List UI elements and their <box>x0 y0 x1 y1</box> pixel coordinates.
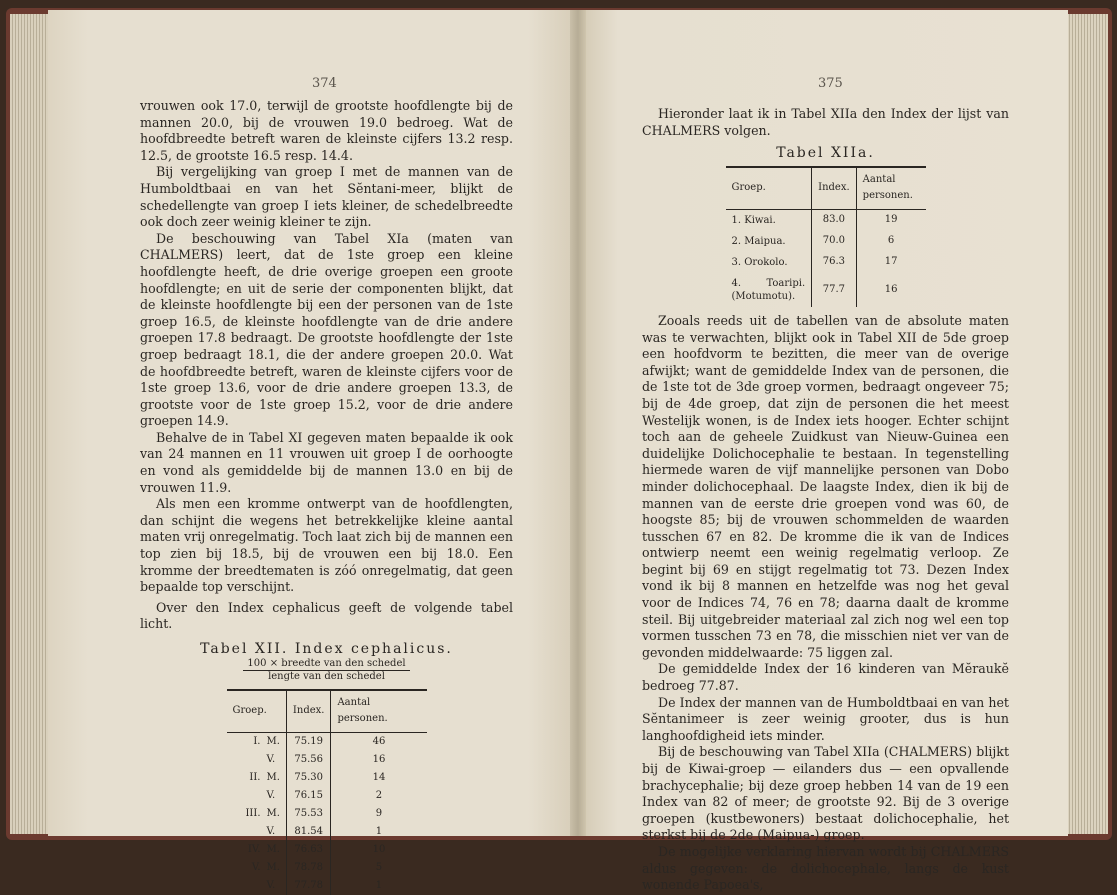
page-number-left: 374 <box>312 76 337 91</box>
sex-label: V. <box>266 753 276 765</box>
right-paragraph-4: Bij de beschouwing van Tabel XIIa (CHALMERS) blijkt bij de Kiwai-groep — eilanders dus — een opvallende brachycephalie; bij deze groep hebben 14 van de 19 een Index van 82 of meer; de grootste 92. Bij de 3 overige groepen (kustbewoners) bestaat dolichocephalie, het sterkst bij de 2de (Maipua-) groep. <box>642 744 1009 843</box>
count-cell: 1 <box>331 823 427 841</box>
group-cell: 3. Orokolo. <box>731 256 788 268</box>
count-cell: 19 <box>856 209 925 231</box>
table-xiia-title: Tabel XIIa. <box>776 145 875 162</box>
group-cell: 1. Kiwai. <box>731 214 776 226</box>
group-label: III. <box>245 807 261 819</box>
group-label: IV. <box>247 843 261 855</box>
table-row <box>227 841 427 859</box>
group-label: I. <box>253 735 261 747</box>
page-edges-left <box>10 14 50 834</box>
sex-label: V. <box>266 879 276 891</box>
table-row <box>227 751 427 769</box>
table-xii-body <box>227 732 427 895</box>
right-paragraph-2: De gemiddelde Index der 16 kinderen van Mĕraukĕ bedroeg 77.87. <box>642 661 1009 694</box>
table-row <box>227 732 427 751</box>
sex-label: M. <box>266 735 280 747</box>
group-cell <box>227 841 287 859</box>
table-row <box>726 209 926 231</box>
count-cell: 5 <box>331 859 427 877</box>
right-paragraph-5: De mogelijke verklaring hiervan wordt bij CHALMERS aldus gegeven: de dolichocephale, langs de kust wonende Papoea's, <box>642 843 1009 893</box>
table-row <box>227 805 427 823</box>
table-row <box>726 231 926 252</box>
count-cell: 46 <box>331 732 427 751</box>
table-row <box>227 787 427 805</box>
left-paragraph-3: De beschouwing van Tabel XIa (maten van CHALMERS) leert, dat de 1ste groep een kleine hoofdlengte heeft, de drie overige groepen een groote hoofdlengte; en uit de serie der componenten blijkt, dat de kleinste hoofdlengte bij een der personen van de 1ste groep 16.5, de kleinste hoofdlengte van de drie andere groepen 17.8 bedraagt. De grootste hoofdlengte der 1ste groep bedraagt 18.1, die der andere groepen 20.0. Wat de hoofdbreedte betreft, waren de kleinste cijfers voor de 1ste groep 13.6, voor de drie andere groepen 13.3, de grootste voor de 1ste groep 15.2, voor de drie andere groepen 14.9. <box>140 230 513 429</box>
group-cell: 4. Toaripi. (Motumotu). <box>731 277 806 302</box>
sex-label: M. <box>266 861 280 873</box>
count-cell: 10 <box>331 841 427 859</box>
group-cell <box>227 877 287 895</box>
count-cell: 16 <box>331 751 427 769</box>
sex-label: M. <box>266 807 280 819</box>
left-paragraph-1: vrouwen ook 17.0, terwijl de grootste hoofdlengte bij de mannen 20.0, bij de vrouwen 19.0 bedroeg. Wat de hoofdbreedte betreft waren de kleinste cijfers 13.2 resp. 12.5, de grootste 16.5 resp. 14.4. <box>140 98 513 163</box>
sex-label: M. <box>266 843 280 855</box>
right-paragraph-1: Zooals reeds uit de tabellen van de absolute maten was te verwachten, blijkt ook in Tabel XII de 5de groep een hoofdvorm te bezitten, die meer van de overige afwijkt; want de gemiddelde Index van de personen, die de 1ste tot de 3de groep vormen, bedraagt ongeveer 75; bij de 4de groep, dat zijn de personen die het meest Westelijk wonen, is de Index iets hooger. Echter schijnt toch aan de geheele Zuidkust van Nieuw-Guinea een duidelijke Dolichocephalie te bestaan. In tegenstelling hiermede waren de vijf mannelijke personen van Dobo minder dolichocephaal. De laagste Index, dien ik bij de mannen van de eerste drie groepen vond was 60, de hoogste 85; bij de vrouwen schommelden de waarden tusschen 67 en 82. De kromme die ik van de Indices ontwierp neemt een weinig regelmatig verloop. Ze begint bij 69 en stijgt regelmatig tot 73. Dezen Index vond ik bij 8 mannen en hetzelfde was nog het geval voor de Indices 74, 76 en 78; daarna daalt de kromme steil. Bij uitgebreider materiaal zal zich nog wel een top vormen tusschen 73 en 78, die misschien niet ver van de gevonden middelwaarde: 75 liggen zal. <box>642 312 1009 660</box>
left-text-column <box>140 98 513 895</box>
sex-label: M. <box>266 771 280 783</box>
group-cell <box>227 769 287 787</box>
left-paragraph-6: Over den Index cephalicus geeft de volgende tabel licht. <box>140 599 513 632</box>
formula-denominator: lengte van den schedel <box>268 670 385 682</box>
book-gutter <box>570 10 586 836</box>
table-xii-title: Tabel XII. Index cephalicus. <box>200 641 453 657</box>
table-xiia-header-group: Groep. <box>726 167 812 210</box>
formula-numerator: 100 × breedte van den schedel <box>243 658 409 671</box>
table-xiia <box>726 166 926 307</box>
table-row <box>227 859 427 877</box>
group-label: II. <box>249 771 261 783</box>
group-cell <box>227 751 287 769</box>
table-xii <box>227 689 427 895</box>
index-cell: 70.0 <box>812 231 857 252</box>
index-cell: 77.7 <box>812 273 857 307</box>
right-intro: Hieronder laat ik in Tabel XIIa den Index der lijst van CHALMERS volgen. <box>642 106 1009 138</box>
table-row <box>726 273 926 307</box>
table-xiia-header-index: Index. <box>812 167 857 210</box>
left-paragraph-4: Behalve de in Tabel XI gegeven maten bepaalde ik ook van 24 mannen en 11 vrouwen uit groep I de oorhoogte en vond als gemiddelde bij de mannen 13.0 en bij de vrouwen 11.9. <box>140 429 513 495</box>
table-xii-header-index: Index. <box>286 690 331 733</box>
table-xii-header-count: Aantal personen. <box>331 690 427 733</box>
left-paragraph-2: Bij vergelijking van groep I met de mannen van de Humboldtbaai en van het Sĕntani-meer, blijkt de schedellengte van groep I iets kleiner, de schedelbreedte ook doch zeer weinig kleiner te zijn. <box>140 164 513 230</box>
group-cell <box>227 805 287 823</box>
count-cell: 2 <box>331 787 427 805</box>
count-cell: 17 <box>856 252 925 273</box>
index-cell: 76.15 <box>286 787 331 805</box>
table-row <box>227 769 427 787</box>
right-text-column <box>642 106 1009 894</box>
count-cell: 6 <box>856 231 925 252</box>
index-cell: 76.63 <box>286 841 331 859</box>
right-paragraph-3: De Index der mannen van de Humboldtbaai en van het Sĕntanimeer is zeer weinig grooter, dus is hun langhoofdigheid iets minder. <box>642 694 1009 743</box>
group-cell <box>227 787 287 805</box>
group-cell <box>227 732 287 751</box>
index-cell: 75.53 <box>286 805 331 823</box>
index-cell: 78.78 <box>286 859 331 877</box>
index-cell: 75.19 <box>286 732 331 751</box>
table-xiia-header-count: Aantal personen. <box>856 167 925 210</box>
index-cell: 83.0 <box>812 209 857 231</box>
index-cell: 77.78 <box>286 877 331 895</box>
table-xiia-body <box>726 209 926 307</box>
page-edges-right <box>1066 14 1108 834</box>
index-cell: 81.54 <box>286 823 331 841</box>
index-cell: 75.30 <box>286 769 331 787</box>
count-cell: 9 <box>331 805 427 823</box>
count-cell: 14 <box>331 769 427 787</box>
table-row <box>227 877 427 895</box>
count-cell: 1 <box>331 877 427 895</box>
index-cell: 76.3 <box>812 252 857 273</box>
count-cell: 16 <box>856 273 925 307</box>
group-cell <box>227 823 287 841</box>
sex-label: V. <box>266 789 276 801</box>
index-formula <box>140 658 513 683</box>
group-cell <box>227 859 287 877</box>
table-row <box>726 252 926 273</box>
table-row <box>227 823 427 841</box>
group-label: V. <box>251 861 261 873</box>
sex-label: V. <box>266 825 276 837</box>
index-cell: 75.56 <box>286 751 331 769</box>
group-cell: 2. Maipua. <box>731 235 786 247</box>
table-xii-header-group: Groep. <box>227 690 287 733</box>
page-number-right: 375 <box>818 76 843 91</box>
left-paragraph-5: Als men een kromme ontwerpt van de hoofdlengten, dan schijnt die wegens het betrekkelijke kleine aantal maten vrij onregelmatig. Toch laat zich bij de mannen een top zien bij 18.5, bij de vrouwen een bij 18.0. Een kromme der breedtematen is zóó onregelmatig, dat geen bepaalde top verschijnt. <box>140 496 513 595</box>
